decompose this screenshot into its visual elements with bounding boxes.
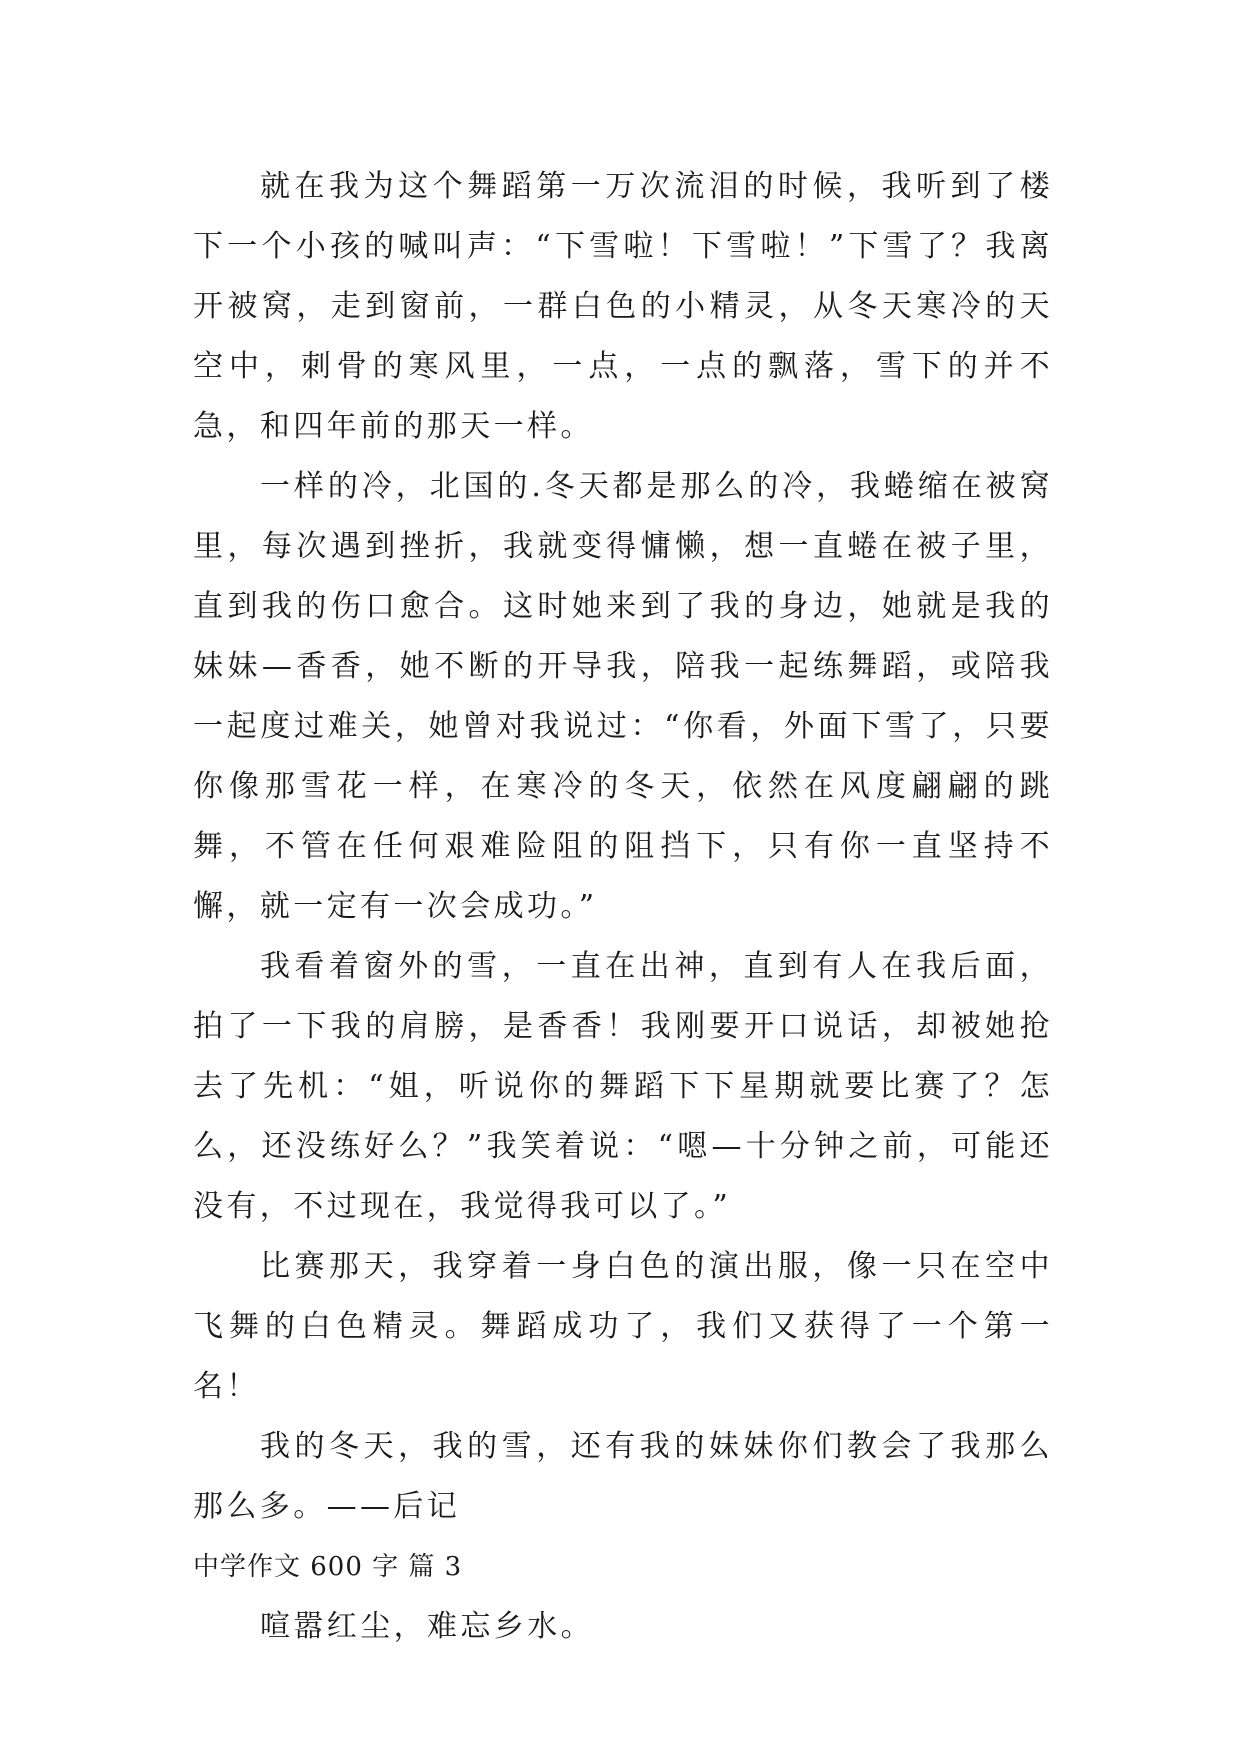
- paragraph: 我的冬天，我的雪，还有我的妹妹你们教会了我那么那么多。——后记: [193, 1429, 1053, 1524]
- paragraph: 一样的冷，北国的.冬天都是那么的冷，我蜷缩在被窝里，每次遇到挫折，我就变得慵懒，想一直蜷在被子里，直到我的伤口愈合。这时她来到了我的身边，她就是我的妹妹—香香，她不断的开导我，陪我一起练舞蹈，或陪我一起度过难关，她曾对我说过：“你看，外面下雪了，只要你像那雪花一样，在寒冷的冬天，依然在风度翩翩的跳舞，不管在任何艰难险阻的阻挡下，只有你一直坚持不懈，就一定有一次会成功。”: [193, 469, 1053, 924]
- paragraph: 就在我为这个舞蹈第一万次流泪的时候，我听到了楼下一个小孩的喊叫声：“下雪啦！下雪啦！”下雪了？我离开被窝，走到窗前，一群白色的小精灵，从冬天寒冷的天空中，刺骨的寒风里，一点，一点的飘落，雪下的并不急，和四年前的那天一样。: [193, 169, 1053, 444]
- document-body: [193, 157, 1053, 1657]
- paragraph: 喧嚣红尘，难忘乡水。: [260, 1609, 594, 1644]
- paragraph: 比赛那天，我穿着一身白色的演出服，像一只在空中飞舞的白色精灵。舞蹈成功了，我们又获得了一个第一名！: [193, 1249, 1053, 1404]
- paragraph: 我看着窗外的雪，一直在出神，直到有人在我后面，拍了一下我的肩膀，是香香！我刚要开口说话，却被她抢去了先机：“姐，听说你的舞蹈下下星期就要比赛了？怎么，还没练好么？”我笑着说：“嗯—十分钟之前，可能还没有，不过现在，我觉得我可以了。”: [193, 949, 1053, 1224]
- section-heading: 中学作文 600 字 篇 3: [193, 1552, 463, 1582]
